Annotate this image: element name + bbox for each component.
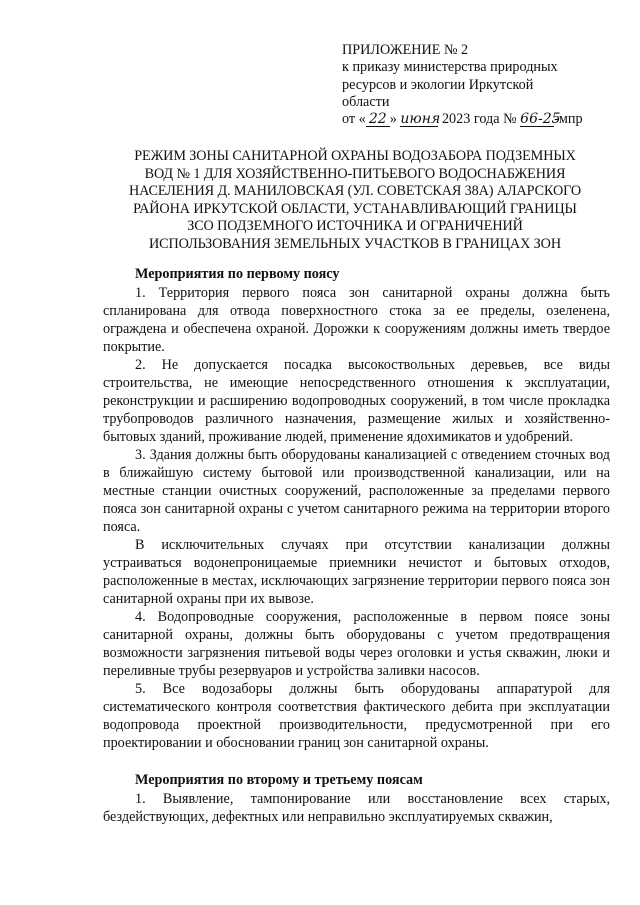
paragraph: 3. Здания должны быть оборудованы канализацией с отведением сточных вод в ближайшую систему бытовой или производственной канализации, или на местные станции очистных сооружений, расположенные за пределами первого пояса зон санитарной охраны с учетом санитарного режима на территории второго пояса.	[103, 447, 610, 535]
title-line: ИСПОЛЬЗОВАНИЯ ЗЕМЕЛЬНЫХ УЧАСТКОВ В ГРАНИЦАХ ЗОН	[149, 235, 561, 252]
paragraph: В исключительных случаях при отсутствии канализации должны устраиваться водонепроницаемые приемники нечистот и бытовых отходов, расположенные в местах, исключающих загрязнение территории первого пояса зон санитарной охраны при их вывозе.	[103, 537, 610, 607]
date-mid: »	[389, 111, 397, 128]
paragraph: 5. Все водозаборы должны быть оборудованы аппаратурой для систематического контроля соответствия фактического дебита при эксплуатации водопровода проектной производительности, предусмотренной при его проектировании и обосновании границ зон санитарной охраны.	[103, 681, 610, 751]
section-spacer	[103, 752, 610, 770]
paragraph: 4. Водопроводные сооружения, расположенные в первом поясе зоны санитарной охраны, должны быть оборудованы с учетом предотвращения возможности загрязнения питьевой воды через оголовки и устья скважин, люки и переливные трубы резервуаров и устройства заливки насосов.	[103, 609, 610, 679]
paragraph: 1. Территория первого пояса зон санитарной охраны должна быть спланирована для отвода поверхностного стока за ее пределы, озеленена, ограждена и обеспечена охраной. Дорожки к сооружениям должны иметь твердое покрытие.	[103, 285, 610, 355]
handwritten-number: 66-25	[520, 111, 561, 128]
document-title	[100, 148, 610, 254]
paragraph: 2. Не допускается посадка высокоствольных деревьев, все виды строительства, не имеющие непосредственного отношения к эксплуатации, реконструкции и расширению водопроводных сооружений, в том числе прокладка трубопроводов различного назначения, размещение жилых и хозяйственно-бытовых зданий, проживание людей, применение ядохимикатов и удобрений.	[103, 357, 610, 445]
title-line: НАСЕЛЕНИЯ Д. МАНИЛОВСКАЯ (УЛ. СОВЕТСКАЯ 38А) АЛАРСКОГО	[128, 183, 582, 200]
section-heading-first-zone: Мероприятия по первому поясу	[135, 266, 340, 282]
title-line: РЕЖИМ ЗОНЫ САНИТАРНОЙ ОХРАНЫ ВОДОЗАБОРА ПОДЗЕМНЫХ	[134, 148, 576, 164]
appendix-line: области	[342, 93, 390, 110]
document-body	[103, 264, 610, 826]
appendix-line: к приказу министерства природных	[342, 59, 558, 76]
title-line: ВОД № 1 ДЛЯ ХОЗЯЙСТВЕННО-ПИТЬЕВОГО ВОДОСНАБЖЕНИЯ	[144, 165, 566, 182]
handwritten-day: 22	[366, 113, 390, 127]
date-prefix: от «	[342, 111, 366, 128]
appendix-header	[342, 42, 612, 128]
order-date-line	[342, 111, 612, 128]
doc-suffix: -мпр	[554, 111, 583, 128]
date-year: 2023 года №	[441, 111, 517, 128]
appendix-title: ПРИЛОЖЕНИЕ № 2	[342, 42, 469, 58]
paragraph: 1. Выявление, тампонирование или восстановление всех старых, бездействующих, дефектных или неправильно эксплуатируемых скважин,	[103, 791, 610, 825]
title-line: РАЙОНА ИРКУТСКОЙ ОБЛАСТИ, УСТАНАВЛИВАЮЩИЙ ГРАНИЦЫ	[133, 200, 577, 217]
handwritten-month: июня	[400, 111, 441, 128]
title-line: ЗСО ПОДЗЕМНОГО ИСТОЧНИКА И ОГРАНИЧЕНИЙ	[187, 218, 523, 235]
appendix-line: ресурсов и экологии Иркутской	[342, 76, 534, 93]
section-heading-second-third-zones: Мероприятия по второму и третьему поясам	[135, 772, 423, 788]
